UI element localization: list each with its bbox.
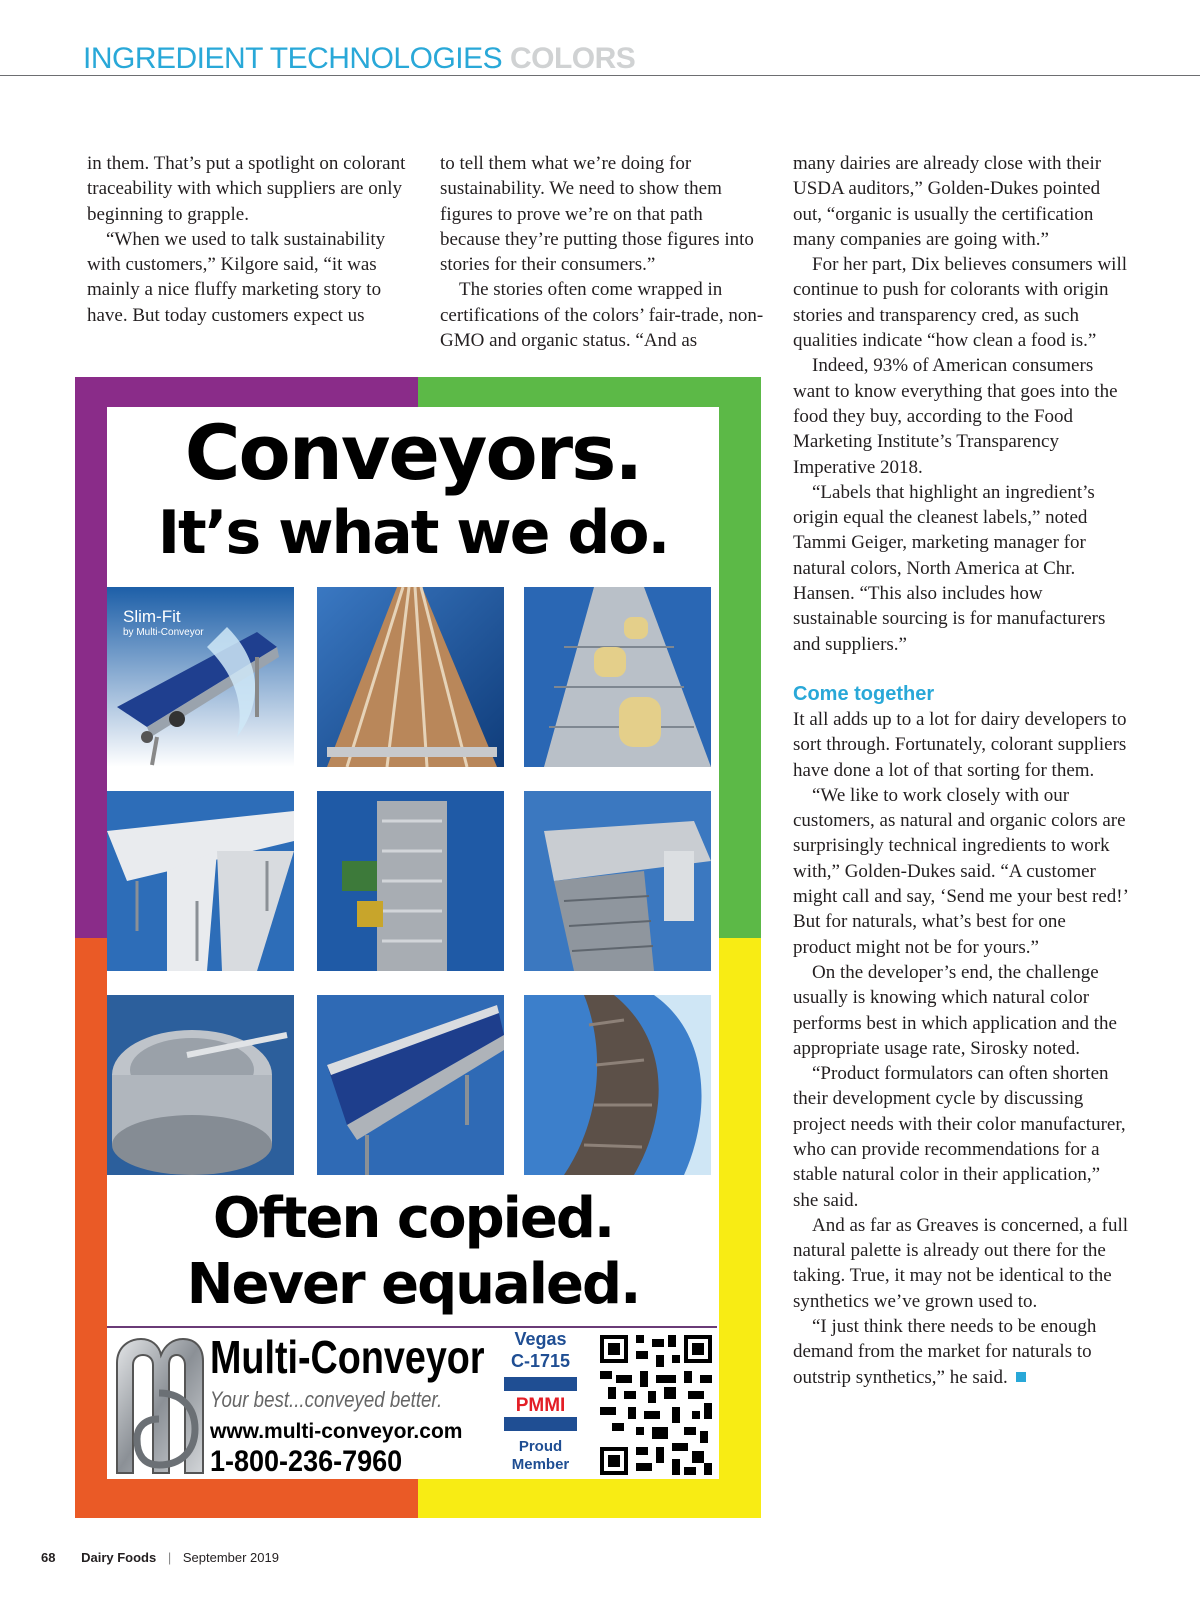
product-photo [107, 791, 294, 971]
booth-label: Vegas [514, 1329, 567, 1349]
paragraph: And as far as Greaves is concerned, a full natural palette is already out there for the taking. True, it may not be identical to the synthetics we’ve grown used to. [793, 1214, 1129, 1312]
section-subtitle: COLORS [509, 42, 636, 75]
slimfit-title: Slim-Fit [123, 607, 181, 626]
company-tagline: Your best...conveyed better. [210, 1387, 443, 1412]
header-rule [0, 75, 1200, 76]
product-photo [317, 587, 504, 767]
paragraph: It all adds up to a lot for dairy developers to sort through. Fortunately, colorant suppliers have done a lot of that sorting for them. [793, 708, 1127, 781]
product-photo [524, 587, 711, 767]
pmmi-logo-text: PMMI [515, 1395, 566, 1416]
article-column-3 [793, 151, 1128, 1390]
booth-number: C-1715 [510, 1351, 571, 1371]
section-header [83, 42, 635, 76]
publication-name: Dairy Foods [81, 1550, 157, 1565]
footer-separator: | [167, 1550, 172, 1565]
paragraph: “We like to work closely with our customers, as natural and organic colors are surprisingly technical ingredients to work with,” Golden-Dukes said. “A customer might call and say, ‘Send me your best red!’ But for naturals, what’s best for one product might not be for yours.” [793, 784, 1128, 958]
ad-divider [107, 1326, 717, 1328]
product-photo [524, 791, 711, 971]
member-label: Proud [518, 1438, 563, 1455]
product-photo [107, 995, 294, 1175]
company-url-link[interactable]: www.multi-conveyor.com [210, 1420, 463, 1443]
paragraph: On the developer’s end, the challenge usually is knowing which natural color performs best in which application and the appropriate usage rate, Sirosky noted. [793, 961, 1117, 1059]
paragraph: “Labels that highlight an ingredient’s origin equal the cleanest labels,” noted Tammi Geiger, marketing manager for natural colors, North America at Chr. Hansen. “This also includes how sustainable sourcing is for manufacturers and suppliers.” [793, 481, 1106, 655]
issue-date: September 2019 [182, 1550, 279, 1565]
paragraph: Indeed, 93% of American consumers want to know everything that goes into the food they buy, according to the Food Marketing Institute’s Transparency Imperative 2018. [793, 355, 1118, 478]
end-mark-icon [1016, 1372, 1026, 1382]
slimfit-label [123, 609, 204, 641]
ad-headline: Conveyors. [184, 408, 642, 497]
paragraph-text: “I just think there needs to be enough demand from the market for naturals to outstrip synthetics,” he said. [793, 1316, 1097, 1388]
section-title: INGREDIENT TECHNOLOGIES [83, 42, 503, 75]
slimfit-subtitle: by Multi-Conveyor [123, 627, 204, 638]
ad-headline: Never equaled. [186, 1252, 640, 1317]
paragraph: “Product formulators can often shorten their development cycle by discussing project needs with their color manufacturer, who can provide recommendations for a stable natural color in their application,” she said. [793, 1063, 1126, 1211]
advertisement[interactable] [75, 377, 761, 1518]
product-photo [317, 791, 504, 971]
page-number: 68 [41, 1550, 56, 1565]
ad-headline: It’s what we do. [157, 498, 669, 568]
ad-headline: Often copied. [212, 1186, 614, 1251]
ad-panel [107, 407, 719, 1479]
member-label: Member [511, 1456, 570, 1473]
article-column-1 [87, 151, 417, 328]
subhead: Come together [793, 682, 935, 705]
paragraph: many dairies are already close with their USDA auditors,” Golden-Dukes pointed out, “organic is usually the certification many companies are going with.” [793, 153, 1102, 250]
paragraph-last [793, 1314, 1128, 1390]
qr-code-icon[interactable] [600, 1335, 712, 1475]
paragraph: For her part, Dix believes consumers will continue to push for colorants with origin stories and transparency cred, as such qualities indicate “how clean a food is.” [793, 254, 1128, 352]
paragraph: to tell them what we’re doing for sustainability. We need to show them figures to prove we’re on that path because they’re putting those figures into stories for their consumers.” [440, 153, 754, 276]
paragraph: in them. That’s put a spotlight on colorant traceability with which suppliers are only beginning to grapple. [87, 153, 406, 225]
paragraph: “When we used to talk sustainability with customers,” Kilgore said, “it was mainly a nice fluffy marketing story to have. But today customers expect us [87, 228, 386, 326]
product-photo [317, 995, 504, 1175]
page-footer [41, 1550, 279, 1566]
product-photo-slimfit [107, 587, 294, 767]
multi-conveyor-logo-icon [111, 1333, 207, 1475]
pmmi-badge [504, 1377, 577, 1431]
product-photo [524, 995, 711, 1175]
paragraph: The stories often come wrapped in certifications of the colors’ fair-trade, non-GMO and organic status. “And as [440, 279, 764, 352]
company-name: Multi-Conveyor [210, 1331, 485, 1383]
company-phone[interactable]: 1-800-236-7960 [210, 1445, 403, 1478]
article-column-2 [440, 151, 765, 353]
